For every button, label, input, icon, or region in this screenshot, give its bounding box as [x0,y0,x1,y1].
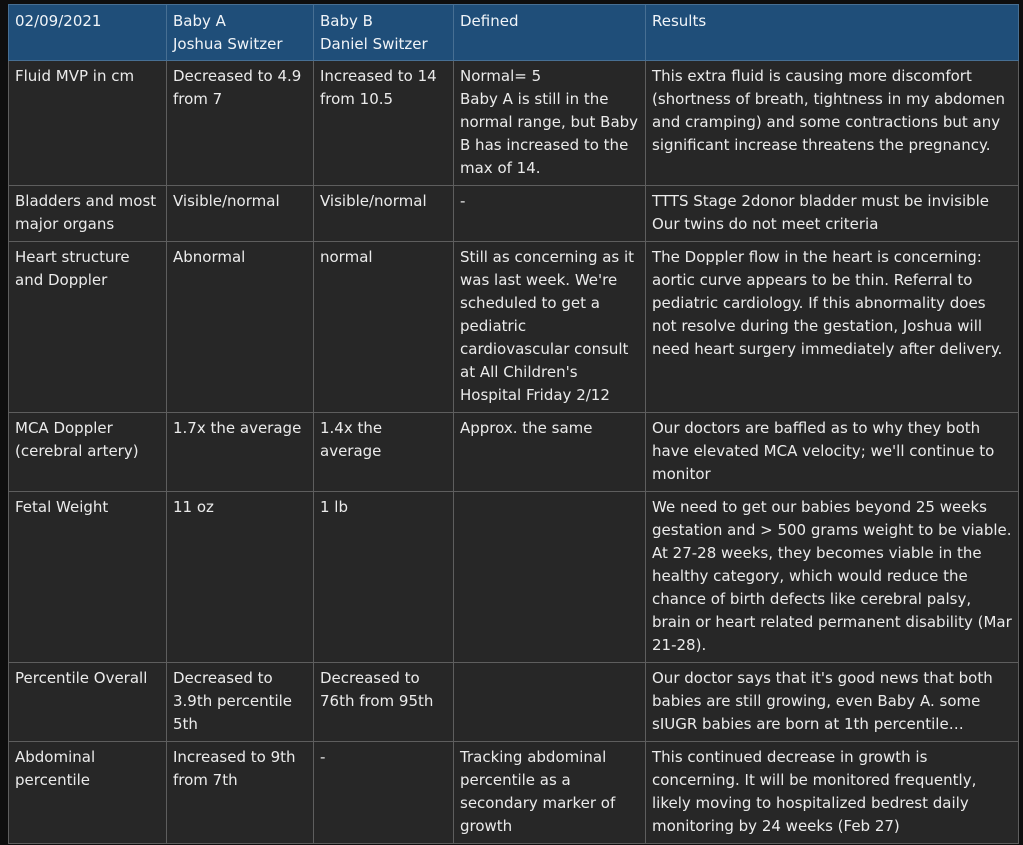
table-row [9,413,1019,492]
row-results: We need to get our babies beyond 25 weeks gestation and > 500 grams weight to be viable. At 27-28 weeks, they becomes viable in the healthy category, which would reduce the chance of birth defects like cerebral palsy, brain or heart related permanent disability (Mar 21-28). [646,492,1019,663]
row-results: This extra fluid is causing more discomfort (shortness of breath, tightness in my abdomen and cramping) and some contractions but any significant increase threatens the pregnancy. [646,61,1019,186]
row-metric: Fetal Weight [9,492,167,663]
header-baby-b: Baby B Daniel Switzer [314,5,454,61]
row-defined: Normal= 5 Baby A is still in the normal range, but Baby B has increased to the max of 14. [454,61,646,186]
row-metric: Bladders and most major organs [9,186,167,242]
table-row [9,186,1019,242]
row-baby-b: - [314,742,454,844]
row-baby-b: Decreased to 76th from 95th [314,663,454,742]
row-defined [454,492,646,663]
row-defined: Still as concerning as it was last week. We're scheduled to get a pediatric cardiovascular consult at All Children's Hospital Friday 2/12 [454,242,646,413]
comparison-table [8,4,1019,844]
row-defined [454,663,646,742]
row-metric: Heart structure and Doppler [9,242,167,413]
table-row [9,742,1019,844]
row-metric: Percentile Overall [9,663,167,742]
table-row [9,492,1019,663]
row-baby-b: normal [314,242,454,413]
row-metric: Abdominal percentile [9,742,167,844]
row-results: Our doctors are baffled as to why they both have elevated MCA velocity; we'll continue to monitor [646,413,1019,492]
header-defined: Defined [454,5,646,61]
table-row [9,242,1019,413]
table-row [9,61,1019,186]
document-frame [8,4,1018,842]
row-baby-b: Visible/normal [314,186,454,242]
row-results: TTTS Stage 2donor bladder must be invisible Our twins do not meet criteria [646,186,1019,242]
row-baby-a: Visible/normal [167,186,314,242]
row-metric: Fluid MVP in cm [9,61,167,186]
header-results: Results [646,5,1019,61]
row-baby-a: Decreased to 4.9 from 7 [167,61,314,186]
table-row [9,663,1019,742]
row-results: This continued decrease in growth is concerning. It will be monitored frequently, likely moving to hospitalized bedrest daily monitoring by 24 weeks (Feb 27) [646,742,1019,844]
row-defined: Approx. the same [454,413,646,492]
row-defined: Tracking abdominal percentile as a secondary marker of growth [454,742,646,844]
row-defined: - [454,186,646,242]
row-metric: MCA Doppler (cerebral artery) [9,413,167,492]
row-baby-a: Increased to 9th from 7th [167,742,314,844]
header-baby-a: Baby A Joshua Switzer [167,5,314,61]
row-baby-a: 1.7x the average [167,413,314,492]
row-baby-b: 1 lb [314,492,454,663]
header-row [9,5,1019,61]
row-baby-a: 11 oz [167,492,314,663]
row-results: The Doppler flow in the heart is concerning: aortic curve appears to be thin. Referral to pediatric cardiology. If this abnormality does not resolve during the gestation, Joshua will need heart surgery immediately after delivery. [646,242,1019,413]
header-date: 02/09/2021 [9,5,167,61]
row-baby-b: Increased to 14 from 10.5 [314,61,454,186]
row-baby-a: Abnormal [167,242,314,413]
row-baby-a: Decreased to 3.9th percentile 5th [167,663,314,742]
row-results: Our doctor says that it's good news that both babies are still growing, even Baby A. some sIUGR babies are born at 1th percentile… [646,663,1019,742]
row-baby-b: 1.4x the average [314,413,454,492]
